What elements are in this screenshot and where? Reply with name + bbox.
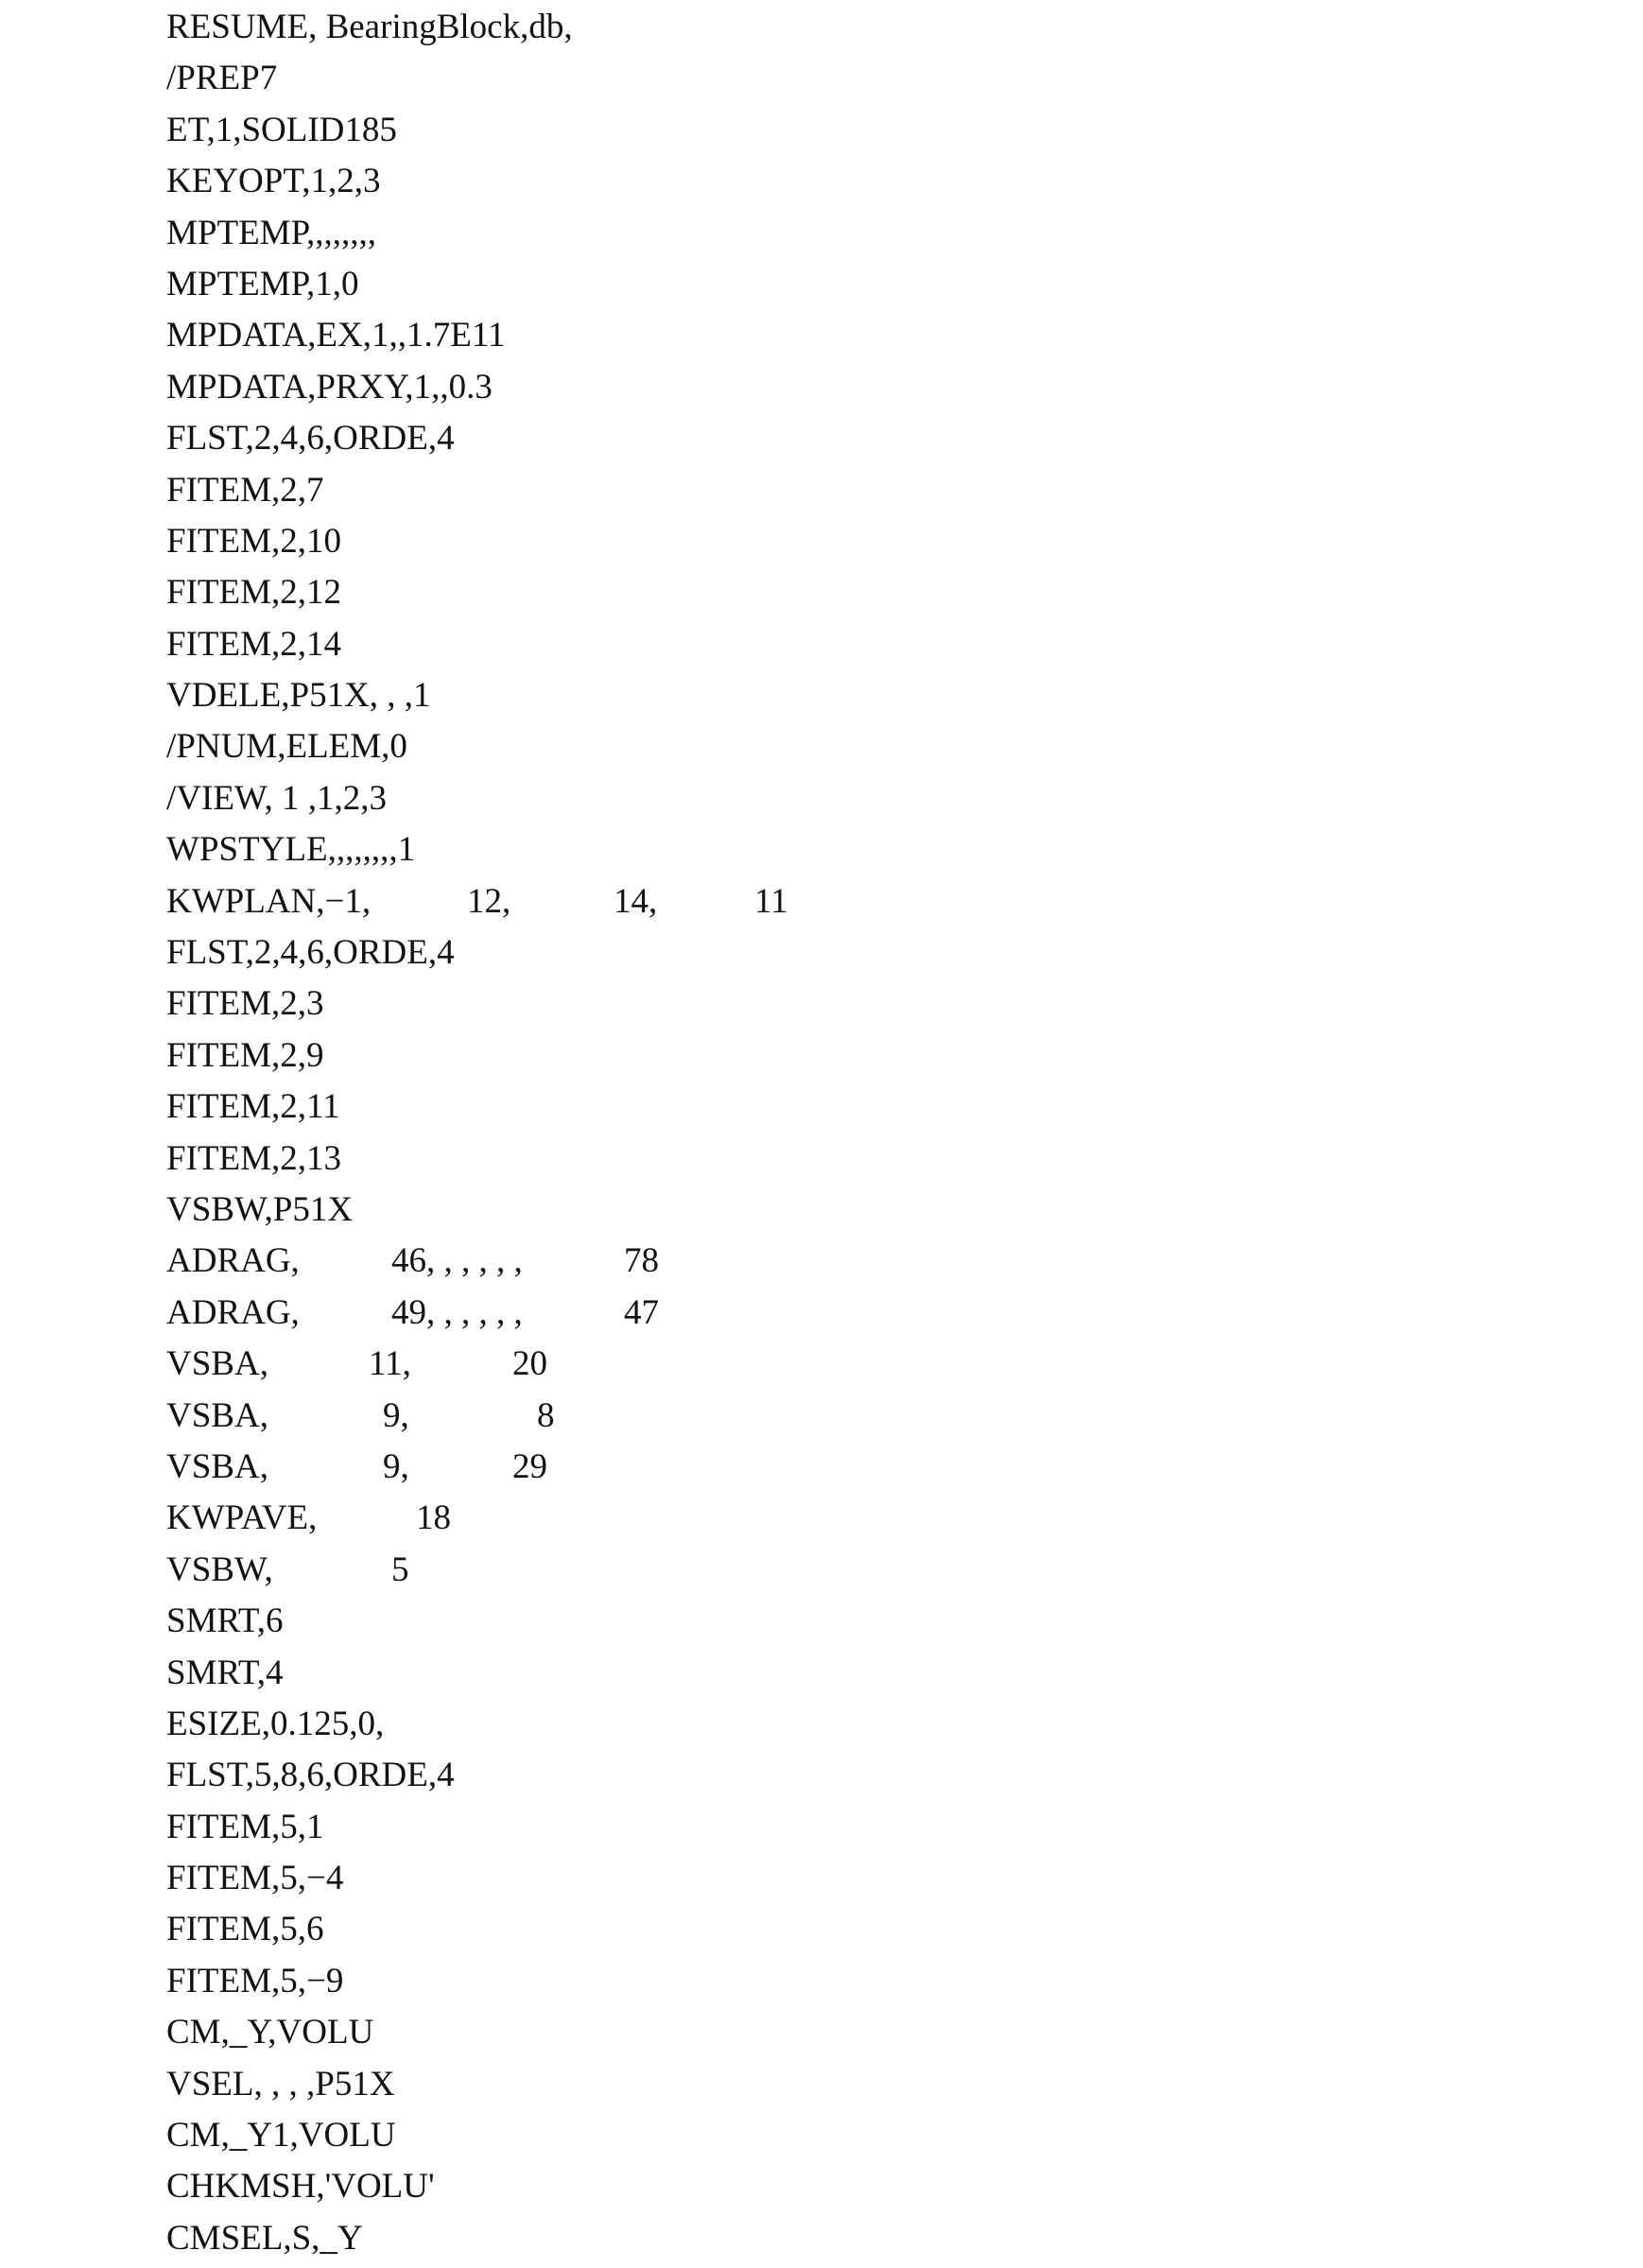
command-argument: 11, [369, 1344, 411, 1384]
command-text: FITEM,5,−9 [166, 1961, 344, 2000]
command-text: CM,_Y,VOLU [166, 2013, 374, 2052]
command-text: FLST,2,4,6,ORDE,4 [166, 419, 455, 459]
command-text: KWPAVE, [166, 1498, 318, 1538]
command-argument: 5 [391, 1550, 409, 1589]
command-argument: 78 [624, 1241, 659, 1281]
command-argument: 46, , , , , , [391, 1241, 523, 1281]
command-text: ADRAG, [166, 1241, 300, 1281]
command-text: FITEM,2,14 [166, 624, 341, 664]
command-argument: 47 [624, 1292, 659, 1332]
command-argument: 9, [383, 1395, 409, 1435]
command-text: VSBA, [166, 1395, 268, 1435]
command-text: MPDATA,EX,1,,1.7E11 [166, 316, 506, 355]
command-argument: 20 [512, 1344, 547, 1384]
command-text: FITEM,2,7 [166, 470, 324, 510]
command-text: /VIEW, 1 ,1,2,3 [166, 778, 387, 818]
command-argument: 49, , , , , , [391, 1292, 523, 1332]
command-text: MPDATA,PRXY,1,,0.3 [166, 367, 493, 407]
command-text: FITEM,2,13 [166, 1138, 341, 1178]
command-text: CHKMSH,'VOLU' [166, 2167, 435, 2207]
command-text: /PNUM,ELEM,0 [166, 727, 407, 767]
command-argument: 8 [537, 1395, 555, 1435]
command-text: FITEM,2,12 [166, 573, 341, 613]
command-argument: 11 [754, 881, 788, 921]
command-text: VSBA, [166, 1446, 268, 1486]
command-text: MPTEMP,1,0 [166, 264, 359, 303]
command-argument: 18 [416, 1498, 451, 1538]
command-text: KWPLAN,−1, [166, 881, 372, 921]
command-argument: 14, [614, 881, 658, 921]
command-text: FITEM,5,1 [166, 1807, 324, 1846]
command-text: SMRT,4 [166, 1653, 284, 1692]
command-text: RESUME, BearingBlock,db, [166, 8, 573, 46]
command-text: MPTEMP,,,,,,,, [166, 213, 377, 252]
command-text: KEYOPT,1,2,3 [166, 162, 381, 201]
command-text: VSBA, [166, 1344, 268, 1384]
command-argument: 12, [467, 881, 511, 921]
command-argument: 9, [383, 1446, 409, 1486]
command-text: ADRAG, [166, 1292, 300, 1332]
command-text: CM,_Y1,VOLU [166, 2116, 396, 2155]
command-text: FITEM,2,11 [166, 1087, 340, 1127]
command-text: /PREP7 [166, 59, 278, 98]
command-text: FITEM,2,3 [166, 984, 324, 1024]
command-text: CMSEL,S,_Y [166, 2218, 363, 2258]
command-text: FITEM,2,9 [166, 1035, 324, 1075]
command-text: ESIZE,0.125,0, [166, 1704, 385, 1743]
command-text: FLST,5,8,6,ORDE,4 [166, 1756, 455, 1795]
command-text: VSEL, , , ,P51X [166, 2064, 395, 2104]
command-text: WPSTYLE,,,,,,,,1 [166, 830, 416, 870]
command-argument: 29 [512, 1446, 547, 1486]
command-text: SMRT,6 [166, 1601, 284, 1641]
command-text: FITEM,5,−4 [166, 1859, 344, 1898]
command-text: FLST,2,4,6,ORDE,4 [166, 933, 455, 973]
command-text: VDELE,P51X, , ,1 [166, 676, 431, 716]
command-text: VSBW, [166, 1550, 273, 1589]
command-text: VSBW,P51X [166, 1189, 354, 1229]
command-text: FITEM,2,10 [166, 521, 341, 561]
command-text: ET,1,SOLID185 [166, 110, 397, 149]
command-text: FITEM,5,6 [166, 1910, 324, 1949]
